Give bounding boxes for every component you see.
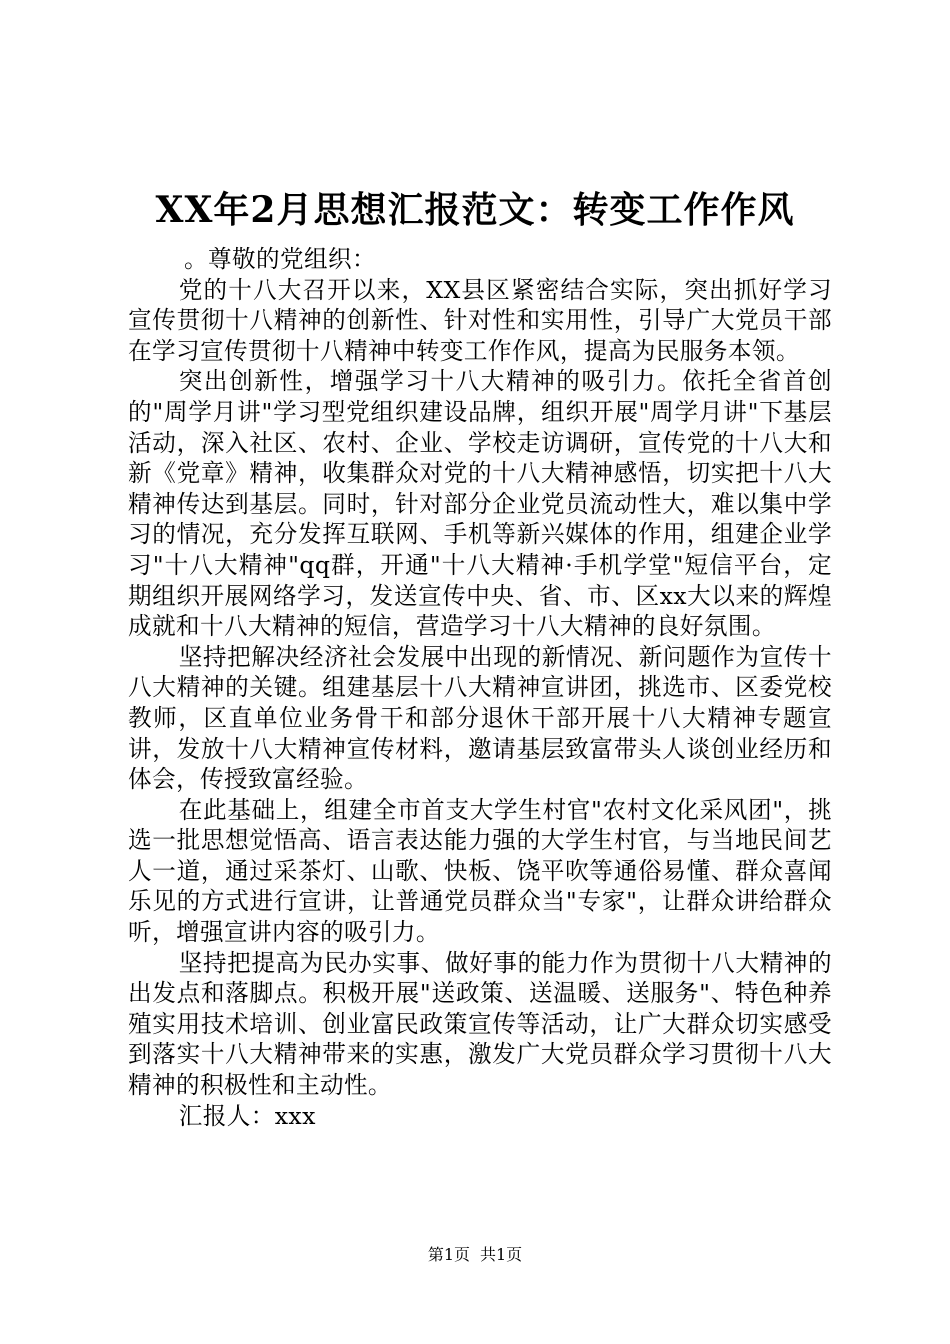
salutation: 。尊敬的党组织：	[184, 245, 376, 273]
paragraph-4: 在此基础上，组建全市首支大学生村官"农村文化采风团"，挑选一批思想觉悟高、语言表达能力强的大学生村官，与当地民间艺人一道，通过采茶灯、山歌、快板、饶平吹等通俗易懂、群众喜闻乐见的方式进行宣讲，让普通党员群众当"专家"，让群众讲给群众听，增强宣讲内容的吸引力。	[128, 795, 832, 947]
document-title: XX年2月思想汇报范文：转变工作作风	[155, 189, 795, 231]
page-total: 共1页	[480, 1245, 523, 1264]
paragraph-2: 突出创新性，增强学习十八大精神的吸引力。依托全省首创的"周学月讲"学习型党组织建设品牌，组织开展"周学月讲"下基层活动，深入社区、农村、企业、学校走访调研，宣传党的十八大和新《党章》精神，收集群众对党的十八大精神感悟，切实把十八大精神传达到基层。同时，针对部分企业党员流动性大，难以集中学习的情况，充分发挥互联网、手机等新兴媒体的作用，组建企业学习"十八大精神"qq群，开通"十八大精神·手机学堂"短信平台，定期组织开展网络学习，发送宣传中央、省、市、区xx大以来的辉煌成就和十八大精神的短信，营造学习十八大精神的良好氛围。	[128, 367, 832, 641]
page-number: 第1页	[427, 1245, 470, 1264]
signature: 汇报人：xxx	[178, 1101, 316, 1130]
paragraph-1: 党的十八大召开以来，XX县区紧密结合实际，突出抓好学习宣传贯彻十八精神的创新性、针对性和实用性，引导广大党员干部在学习宣传贯彻十八精神中转变工作作风，提高为民服务本领。	[128, 275, 832, 365]
paragraph-5: 坚持把提高为民办实事、做好事的能力作为贯彻十八大精神的出发点和落脚点。积极开展"送政策、送温暖、送服务"、特色种养殖实用技术培训、创业富民政策宣传等活动，让广大群众切实感受到落实十八大精神带来的实惠，激发广大党员群众学习贯彻十八大精神的积极性和主动性。	[128, 948, 832, 1100]
page-footer	[0, 1244, 950, 1266]
document-body	[128, 244, 832, 1131]
paragraph-3: 坚持把解决经济社会发展中出现的新情况、新问题作为宣传十八大精神的关键。组建基层十八大精神宣讲团，挑选市、区委党校教师，区直单位业务骨干和部分退休干部开展十八大精神专题宣讲，发放十八大精神宣传材料，邀请基层致富带头人谈创业经历和体会，传授致富经验。	[128, 642, 832, 794]
